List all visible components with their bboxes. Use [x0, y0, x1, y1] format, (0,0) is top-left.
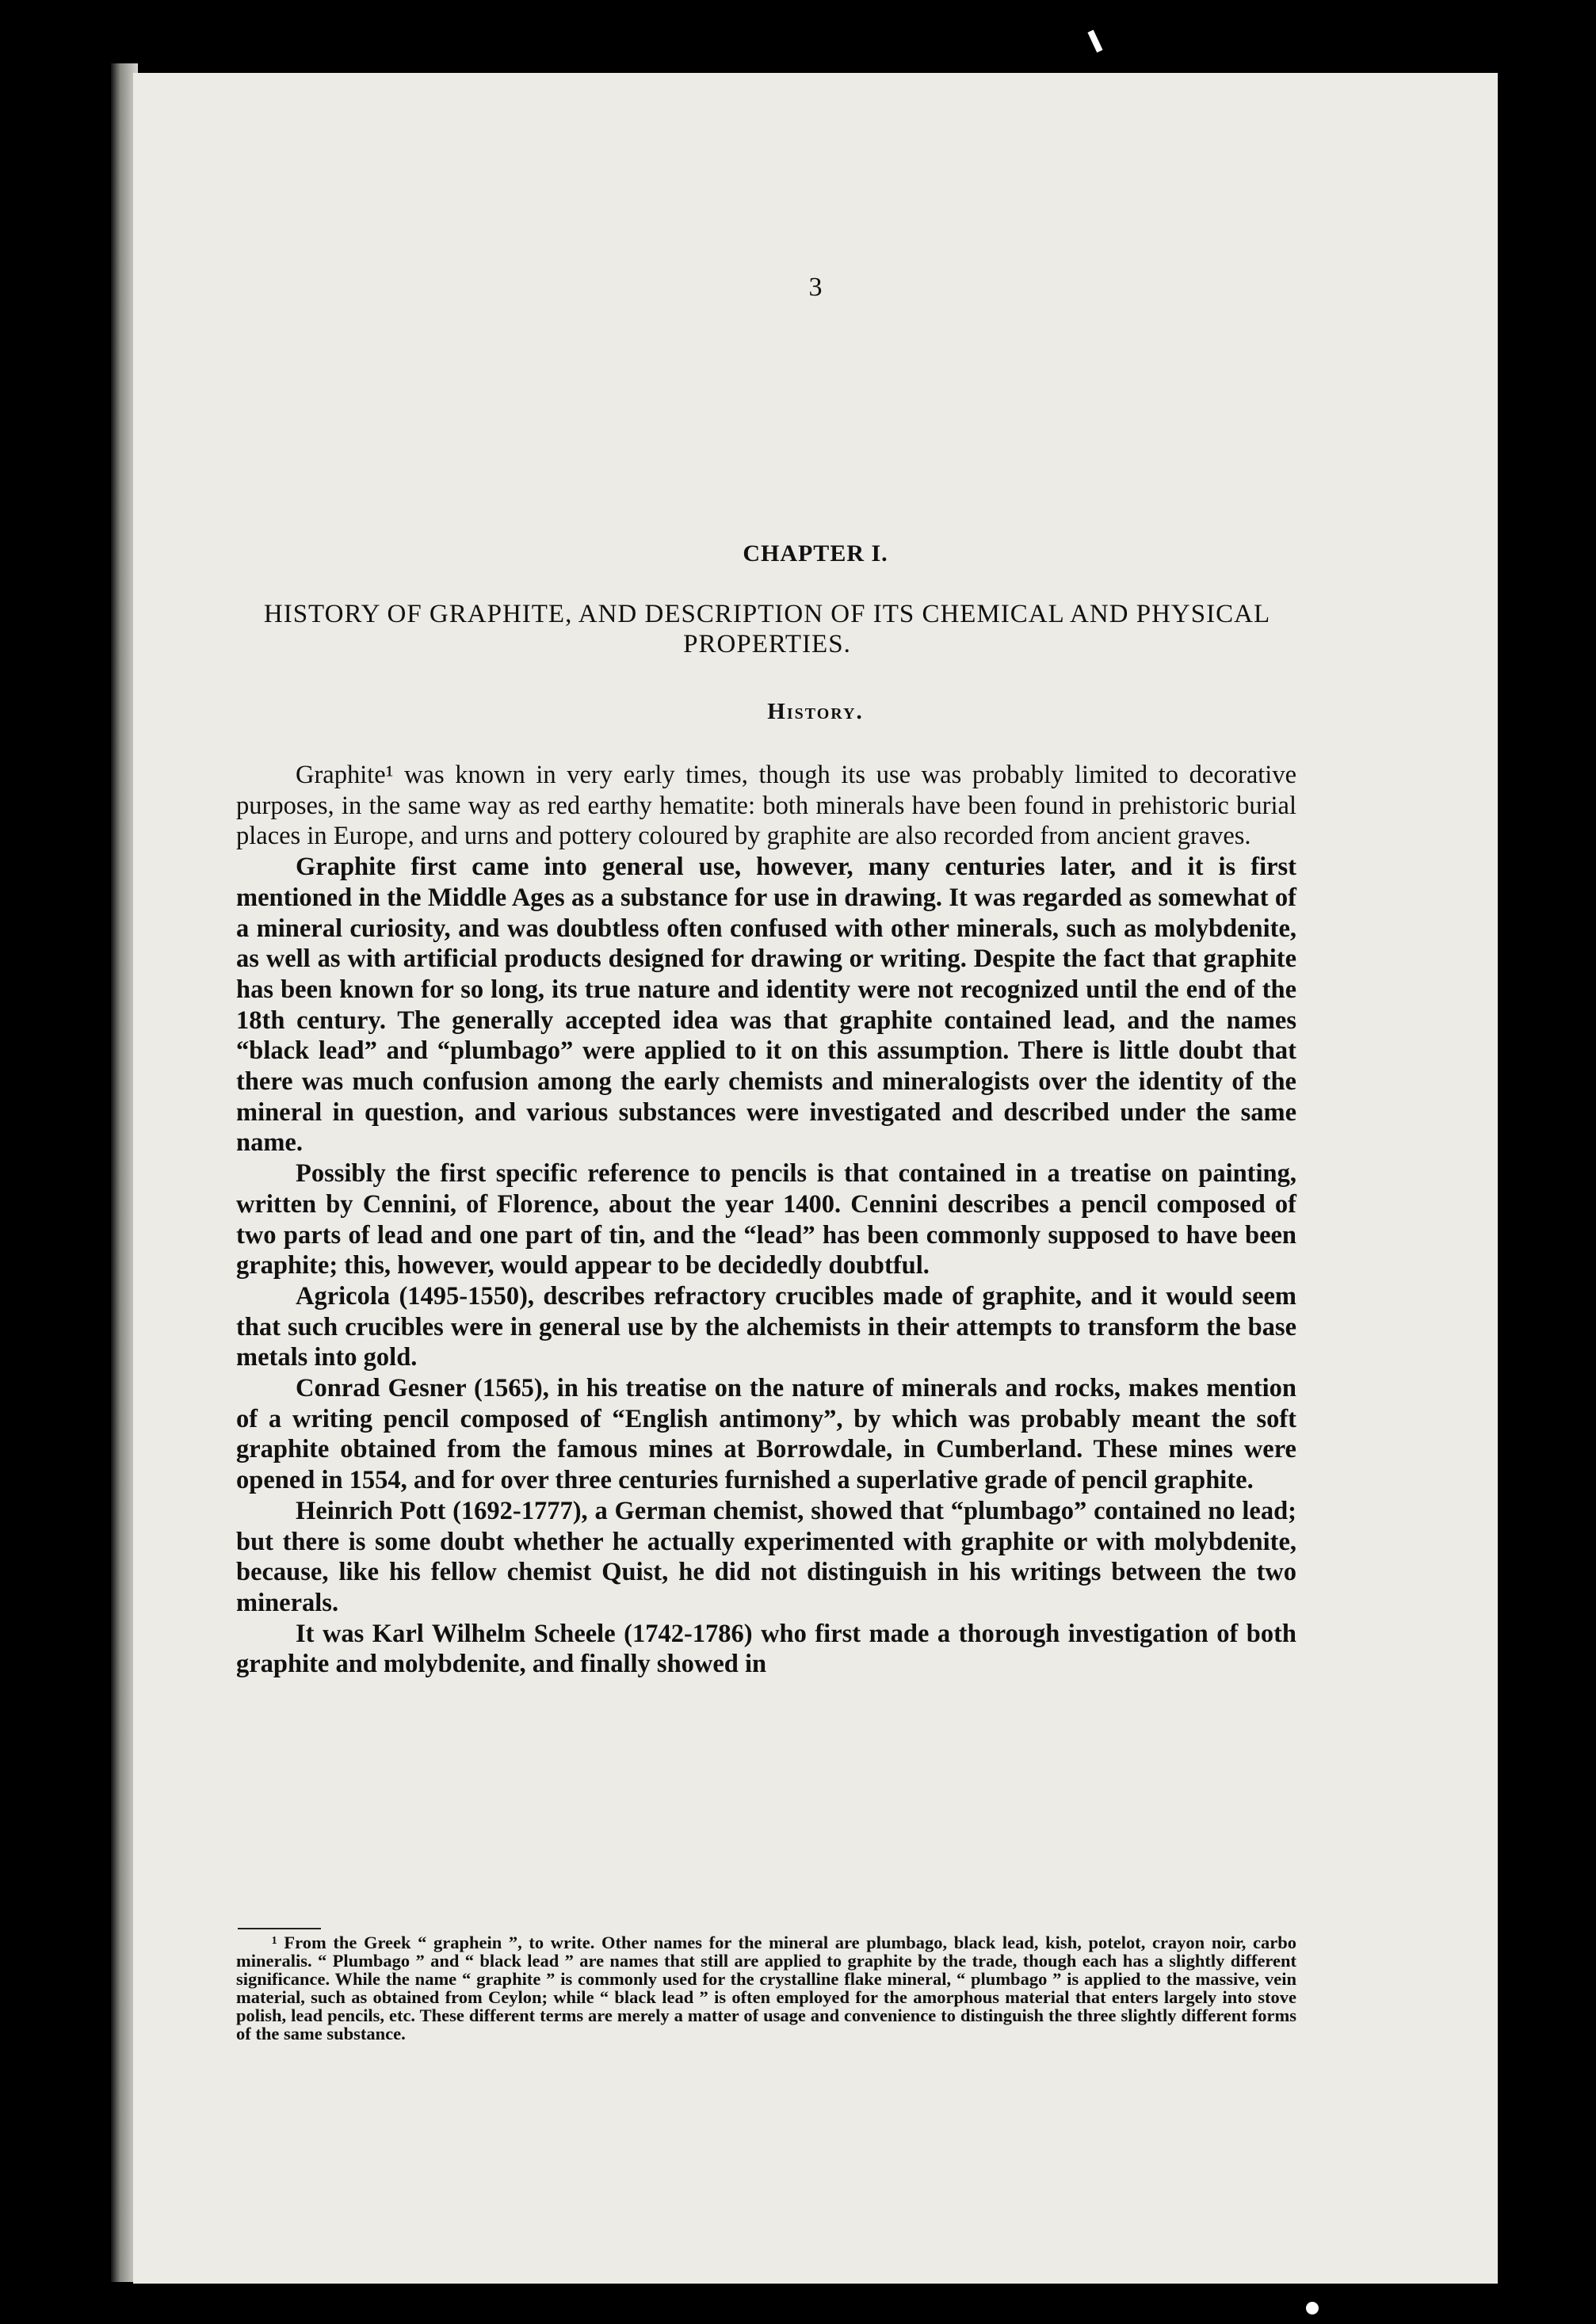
paragraph: Possibly the first specific reference to pencils is that contained in a treatise on painting, written by Cennini, of Florence, about the year 1400. Cennini describes a pencil composed of two parts of lead and one part of tin, and the “lead” has been commonly supposed to have been graphite; this, however, would appear to be decidedly doubtful. [236, 1159, 1296, 1280]
paragraph: Graphite first came into general use, however, many centuries later, and it is first mentioned in the Middle Ages as a substance for use in drawing. It was regarded as somewhat of a mineral curiosity, and was doubtless often confused with other minerals, such as molybdenite, as well as with artificial products designed for drawing or writing. Despite the fact that graphite has been known for so long, its true nature and identity were not recognized until the end of the 18th century. The generally accepted idea was that graphite contained lead, and the names “black lead” and “plumbago” were applied to it on this assumption. There is little doubt that there was much confusion among the early chemists and mineralogists over the identity of the mineral in question, and various substances were investigated and described under the same name. [236, 853, 1296, 1158]
section-heading: History. [767, 699, 864, 724]
body-text [236, 760, 1296, 1680]
paragraph: Heinrich Pott (1692-1777), a German chemist, showed that “plumbago” contained no lead; but there is some doubt whether he actually experimented with graphite or with molybdenite, because, like his fellow chemist Quist, he did not distinguish in his writings between the two minerals. [236, 1496, 1296, 1617]
paragraph: Graphite¹ was known in very early times, though its use was probably limited to decorative purposes, in the same way as red earthy hematite: both minerals have been found in prehistoric burial places in Europe, and urns and pottery coloured by graphite are also recorded from ancient graves. [236, 761, 1296, 851]
footnote-block [236, 1933, 1296, 2043]
paragraph: Conrad Gesner (1565), in his treatise on the nature of minerals and rocks, makes mention of a writing pencil composed of “English antimony”, by which was probably meant the soft graphite obtained from the famous mines at Borrowdale, in Cumberland. These mines were opened in 1554, and for over three centuries furnished a superlative grade of pencil graphite. [236, 1374, 1296, 1495]
document-page [133, 73, 1498, 2284]
footnote: ¹ From the Greek “ graphein ”, to write. Other names for the mineral are plumbago, black lead, kish, potelot, crayon noir, carbo mineralis. “ Plumbago ” and “ black lead ” are names that still are applied to graphite by the trade, though each has a slightly different significance. While the name “ graphite ” is commonly used for the crystalline flake mineral, “ plumbago ” is applied to the massive, vein material, such as obtained from Ceylon; while “ black lead ” is often employed for the amorphous material that enters largely into stove polish, lead pencils, etc. These different terms are merely a matter of usage and convenience to distinguish the three slightly different forms of the same substance. [236, 1933, 1296, 2044]
paragraph: Agricola (1495-1550), describes refractory crucibles made of graphite, and it would seem that such crucibles were in general use by the alchemists in their attempts to transform the base metals into gold. [236, 1281, 1296, 1372]
page-number: 3 [808, 273, 823, 302]
footnote-divider [238, 1928, 321, 1929]
scan-artifact-top [1087, 30, 1102, 53]
chapter-title: HISTORY OF GRAPHITE, AND DESCRIPTION OF ITS CHEMICAL AND PHYSICAL PROPERTIES. [263, 600, 1271, 658]
scan-artifact-bottom [1306, 2302, 1319, 2314]
paragraph: It was Karl Wilhelm Scheele (1742-1786) who first made a thorough investigation of both graphite and molybdenite, and finally showed in [236, 1619, 1296, 1679]
chapter-heading: CHAPTER I. [743, 540, 888, 567]
